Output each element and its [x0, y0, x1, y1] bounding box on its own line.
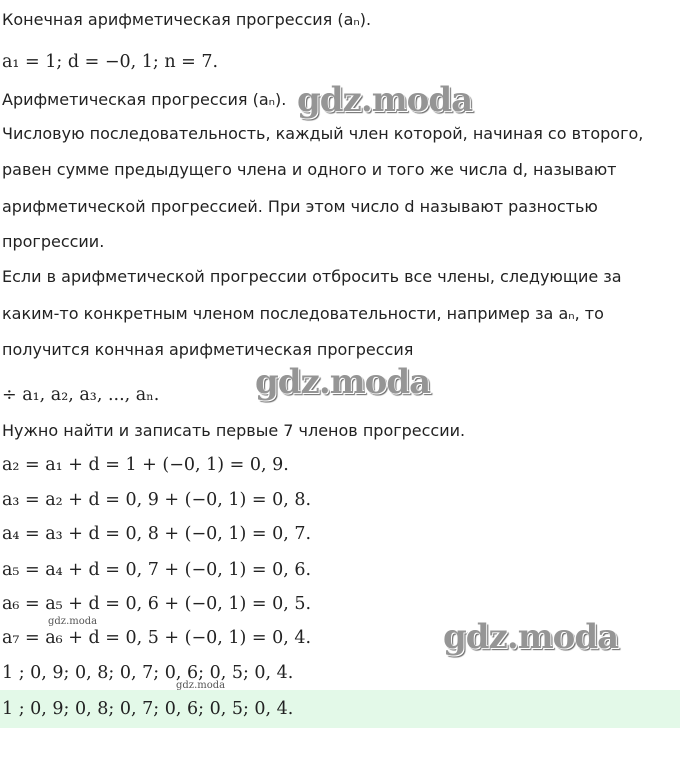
formula-a7: a₇ = a₆ + d = 0, 5 + (−0, 1) = 0, 4. [2, 628, 312, 648]
sequence-result: 1 ; 0, 9; 0, 8; 0, 7; 0, 6; 0, 5; 0, 4. [2, 663, 294, 683]
watermark-logo: gdz.moda [255, 362, 431, 402]
finite-sequence: ÷ a₁, a₂, a₃, ..., aₙ. [2, 385, 160, 405]
finite-text-3: получится кончная арифметическая прогрессия [2, 340, 414, 359]
finite-text-1: Если в арифметической прогрессии отбросить все члены, следующие за [2, 267, 622, 286]
formula-a3: a₃ = a₂ + d = 0, 9 + (−0, 1) = 0, 8. [2, 490, 312, 510]
watermark-small: gdz.moda [48, 616, 98, 627]
task-statement: Нужно найти и записать первые 7 членов прогрессии. [2, 421, 466, 440]
definition-text-1: Числовую последовательность, каждый член которой, начиная со второго, [2, 124, 644, 143]
formula-a2: a₂ = a₁ + d = 1 + (−0, 1) = 0, 9. [2, 455, 289, 475]
definition-text-3: арифметической прогрессией. При этом число d называют разностью [2, 197, 598, 216]
formula-a4: a₄ = a₃ + d = 0, 8 + (−0, 1) = 0, 7. [2, 524, 312, 544]
answer-text: 1 ; 0, 9; 0, 8; 0, 7; 0, 6; 0, 5; 0, 4. [2, 699, 294, 719]
finite-text-2: каким-то конкретным членом последовательности, например за aₙ, то [2, 304, 604, 323]
formula-a6: a₆ = a₅ + d = 0, 6 + (−0, 1) = 0, 5. [2, 594, 312, 614]
definition-heading: Арифметическая прогрессия (aₙ). [2, 90, 287, 109]
definition-text-2: равен сумме предыдущего члена и одного и того же числа d, называют [2, 160, 617, 179]
task-title: Конечная арифметическая прогрессия (aₙ). [2, 10, 372, 29]
watermark-small: gdz.moda [176, 680, 226, 691]
formula-a5: a₅ = a₄ + d = 0, 7 + (−0, 1) = 0, 6. [2, 560, 312, 580]
definition-text-4: прогрессии. [2, 232, 105, 251]
given-values: a₁ = 1; d = −0, 1; n = 7. [2, 52, 219, 72]
watermark-logo: gdz.moda [297, 80, 473, 120]
watermark-logo: gdz.moda [443, 617, 619, 657]
